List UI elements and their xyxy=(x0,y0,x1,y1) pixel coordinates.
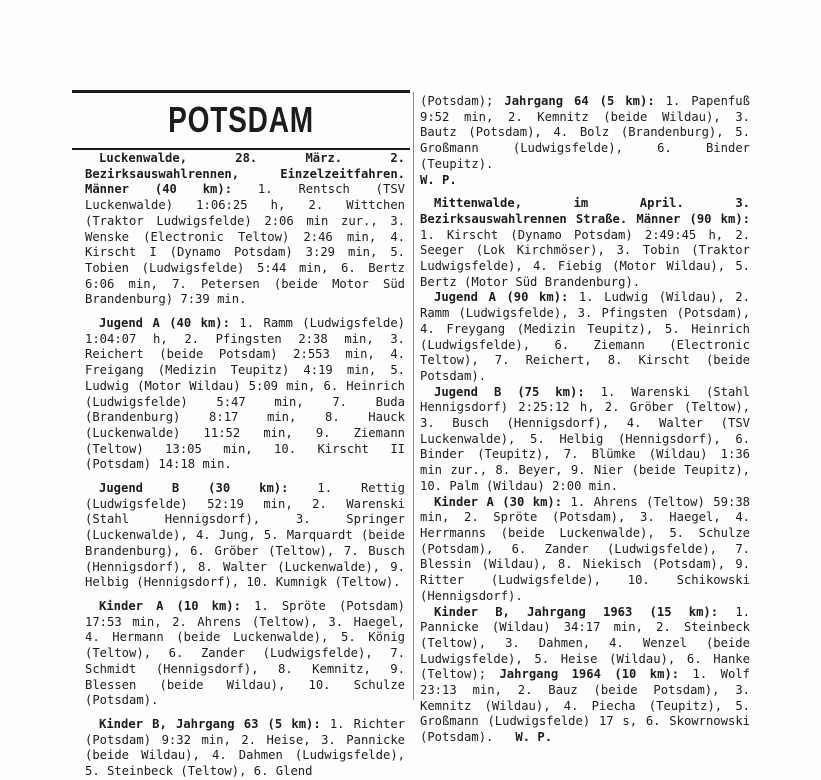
result-paragraph-jugend-a xyxy=(85,316,405,473)
column-divider xyxy=(413,92,414,700)
paragraph-lead: Kinder A (10 km): xyxy=(99,598,241,613)
result-paragraph-jugend-b-road xyxy=(420,385,750,495)
paragraph-lead: Jahrgang 1964 (10 km): xyxy=(499,667,680,682)
page-title: POTSDAM xyxy=(168,99,314,140)
paragraph-body: 1. Kirscht (Dynamo Potsdam) 2:49:45 h, 2. Seeger (Lok Kirchmöser), 3. Tobin (Traktor Ludwigsfelde), 4. Fiebig (Motor Wildau), 5. Bertz (Motor Süd Brandenburg). xyxy=(420,227,750,289)
paragraph-body: 1. Warenski (Stahl Hennigsdorf) 2:25:12 h, 2. Gröber (Teltow), 3. Busch (Hennigsdorf), 4. Walter (TSV Luckenwalde), 5. Helbig (Hennigsdorf), 6. Binder (Teupitz), 7. Blümke (Wildau) 1:36 min zur., 8. Beyer, 9. Nier (beide Teupitz), 10. Palm (Wildau) 2:00 min. xyxy=(420,384,750,493)
result-paragraph-mittenwalde-men xyxy=(420,196,750,290)
result-paragraph-jugend-a-road xyxy=(420,290,750,384)
paragraph-lead: Jugend B (30 km): xyxy=(99,481,289,496)
paragraph-body: 1. Papenfuß 9:52 min, 2. Kemnitz (beide Wildau), 3. Bautz (Potsdam), 4. Bolz (Brandenburg), 5. Großmann (Ludwigsfelde), 6. Binder (Teupitz). xyxy=(420,94,750,171)
paragraph-body: 1. Ahrens (Teltow) 59:38 min, 2. Spröte (Potsdam), 3. Haegel, 4. Herrmanns (beide Luckenwalde), 5. Schulze (Potsdam), 6. Zander (Ludwigsfelde), 7. Blessin (Wildau), 8. Niekisch (Potsdam), 9. Ritter (Ludwigsfelde), 10. Schikowski (Hennigsdorf). xyxy=(420,494,750,603)
result-paragraph-kinder-a-road xyxy=(420,495,750,605)
paragraph-lead: Kinder B, Jahrgang 63 (5 km): xyxy=(99,716,321,731)
result-paragraph-jugend-b xyxy=(85,481,405,591)
paragraph-body: 1. Rentsch (TSV Luckenwalde) 1:06:25 h, 2. Wittchen (Traktor Ludwigsfelde) 2:06 min zur., 3. Wenske (Electronic Teltow) 2:46 min, 4. Kirscht I (Dynamo Potsdam) 3:29 min, 5. Tobien (Ludwigsfelde) 5:44 min, 6. Bertz 6:06 min, 7. Petersen (beide Motor Süd Brandenburg) 7:39 min. xyxy=(85,182,405,307)
paragraph-lead: Kinder B, Jahrgang 1963 (15 km): xyxy=(434,604,719,619)
paragraph-lead: Jugend A (40 km): xyxy=(99,316,230,331)
paragraph-lead: Luckenwalde, 28. März. 2. Bezirksauswahlrennen, Einzelzeitfahren. Männer (40 km): xyxy=(85,151,405,197)
paragraph-lead: Kinder A (30 km): xyxy=(434,494,563,509)
headline-rule-top xyxy=(72,90,410,93)
paragraph-lead: Mittenwalde, im April. 3. Bezirksauswahlrennen Straße. Männer (90 km): xyxy=(420,196,750,226)
paragraph-body: 1. Ramm (Ludwigsfelde) 1:04:07 h, 2. Pfingsten 2:38 min, 3. Reichert (beide Potsdam) 2:553 min, 4. Freigang (Medizin Teupitz) 4:19 min, 5. Ludwig (Motor Wildau) 5:09 min, 6. Heinrich (Ludwigsfelde) 5:47 min, 7. Buda (Brandenburg) 8:17 min, 8. Hauck (Luckenwalde) 11:52 min, 9. Ziemann (Teltow) 13:05 min, 10. Kirscht II (Potsdam) 14:18 min. xyxy=(85,316,405,472)
result-paragraph-kinder-b-road xyxy=(420,605,750,746)
paragraph-lead: Jugend A (90 km): xyxy=(434,290,569,305)
paragraph-body: (Potsdam); xyxy=(420,94,505,108)
right-column xyxy=(420,94,750,746)
result-paragraph-kinder-a xyxy=(85,599,405,709)
paragraph-body: 1. Spröte (Potsdam) 17:53 min, 2. Ahrens (Teltow), 3. Haegel, 4. Hermann (beide Luckenwalde), 5. König (Teltow), 6. Zander (Ludwigsfelde), 7. Schmidt (Hennigsdorf), 8. Kemnitz, 9. Blessen (beide Wildau), 10. Schulze (Potsdam). xyxy=(85,598,405,708)
result-paragraph-kinder-b xyxy=(85,717,405,780)
paragraph-body: 1. Pannicke (Wildau) 34:17 min, 2. Steinbeck (Teltow), 3. Dahmen, 4. Wenzel (beide Ludwigsfelde), 5. Heise (Wildau), 6. Hanke (Teltow); xyxy=(420,604,750,682)
paragraph-body: 1. Richter (Potsdam) 9:32 min, 2. Heise, 3. Pannicke (beide Wildau), 4. Dahmen (Ludwigsfelde), 5. Steinbeck (Teltow), 6. Glend xyxy=(85,716,405,779)
paragraph-lead: Jahrgang 64 (5 km): xyxy=(504,94,655,108)
left-column xyxy=(85,151,405,780)
paragraph-body: 1. Ludwig (Wildau), 2. Ramm (Ludwigsfelde), 3. Pfingsten (Potsdam), 4. Freygang (Medizin Teupitz), 5. Heinrich (Ludwigsfelde), 6. Ziemann (Electronic Teltow), 7. Reichert, 8. Kirscht (beide Potsdam). xyxy=(420,290,750,383)
author-signature: W. P. xyxy=(420,172,457,187)
headline-rule-bottom xyxy=(72,148,410,150)
result-paragraph-continued xyxy=(420,94,750,173)
author-signature: W. P. xyxy=(515,730,553,745)
result-paragraph-luckenwalde-men xyxy=(85,151,405,308)
paragraph-lead: Jugend B (75 km): xyxy=(434,384,585,399)
paragraph-body: 1. Rettig (Ludwigsfelde) 52:19 min, 2. Warenski (Stahl Hennigsdorf), 3. Springer (Luckenwalde), 4. Jung, 5. Marquardt (beide Brandenburg), 6. Gröber (Teltow), 7. Busch (Hennigsdorf), 8. Walter (Luckenwalde), 9. Helbig (Hennigsdorf), 10. Kumnigk (Teltow). xyxy=(85,481,405,590)
paragraph-body: 1. Wolf 23:13 min, 2. Bauz (beide Potsdam), 3. Kemnitz (Wildau), 4. Piecha (Teupitz), 5. Großmann (Ludwigsfelde) 17 s, 6. Skowrnowski (Potsdam). xyxy=(420,667,751,745)
